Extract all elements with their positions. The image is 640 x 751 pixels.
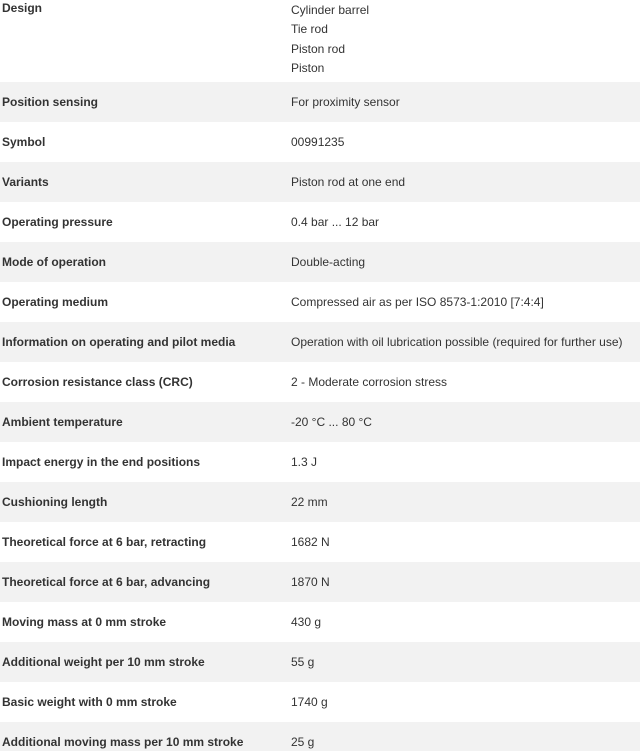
row-label: Additional weight per 10 mm stroke: [2, 655, 205, 669]
row-value: Double-acting: [291, 255, 366, 269]
table-row: [0, 682, 640, 722]
row-label: Operating pressure: [2, 215, 113, 229]
row-value: 1.3 J: [291, 455, 318, 469]
row-value: 1740 g: [291, 695, 328, 709]
table-row: [0, 482, 640, 522]
table-row: [0, 202, 640, 242]
row-value-line: Tie rod: [291, 22, 328, 37]
row-value: 22 mm: [291, 495, 328, 509]
row-value: Operation with oil lubrication possible (required for further use): [291, 335, 623, 349]
row-label: Basic weight with 0 mm stroke: [2, 695, 177, 709]
row-value: -20 °C ... 80 °C: [291, 415, 372, 429]
table-row: [0, 562, 640, 602]
table-row: [0, 602, 640, 642]
row-label: Ambient temperature: [2, 415, 123, 429]
row-label: Corrosion resistance class (CRC): [2, 375, 193, 389]
row-value: 55 g: [291, 655, 315, 669]
table-row: [0, 642, 640, 682]
row-label: Cushioning length: [2, 495, 108, 509]
row-label: Impact energy in the end positions: [2, 455, 201, 469]
row-value: 00991235: [291, 135, 345, 149]
row-value: 1682 N: [291, 535, 330, 549]
row-label: Theoretical force at 6 bar, retracting: [2, 535, 207, 549]
table-row: [0, 282, 640, 322]
row-value-line: Cylinder barrel: [291, 3, 370, 17]
table-row: [0, 82, 640, 122]
row-label: Theoretical force at 6 bar, advancing: [2, 575, 211, 589]
row-label: Mode of operation: [2, 255, 106, 269]
row-value: 0.4 bar ... 12 bar: [291, 215, 380, 229]
row-value-line: Piston rod: [291, 41, 346, 56]
table-row: [0, 722, 640, 751]
row-value: Piston rod at one end: [291, 175, 406, 189]
row-label: Variants: [2, 175, 49, 189]
table-row: [0, 242, 640, 282]
row-value: Compressed air as per ISO 8573-1:2010 [7:4:4]: [291, 295, 544, 309]
row-value: [291, 1, 369, 78]
table-row: [0, 362, 640, 402]
table-row: [0, 162, 640, 202]
row-label: Design: [2, 1, 43, 15]
table-row: [0, 322, 640, 362]
row-label: Symbol: [2, 135, 46, 149]
row-value: 25 g: [291, 735, 315, 749]
row-label: Information on operating and pilot media: [2, 335, 236, 349]
row-value: 2 - Moderate corrosion stress: [291, 375, 448, 389]
row-value: For proximity sensor: [291, 95, 400, 109]
row-value: 1870 N: [291, 575, 330, 589]
row-label: Moving mass at 0 mm stroke: [2, 615, 167, 629]
row-value-line: Piston: [291, 60, 325, 75]
row-label: Operating medium: [2, 295, 109, 309]
row-label: Additional moving mass per 10 mm stroke: [2, 735, 244, 749]
table-row: [0, 522, 640, 562]
table-row: [0, 442, 640, 482]
table-row: [0, 0, 640, 82]
table-row: [0, 122, 640, 162]
row-label: Position sensing: [2, 95, 99, 109]
row-value: 430 g: [291, 615, 322, 629]
table-row: [0, 402, 640, 442]
